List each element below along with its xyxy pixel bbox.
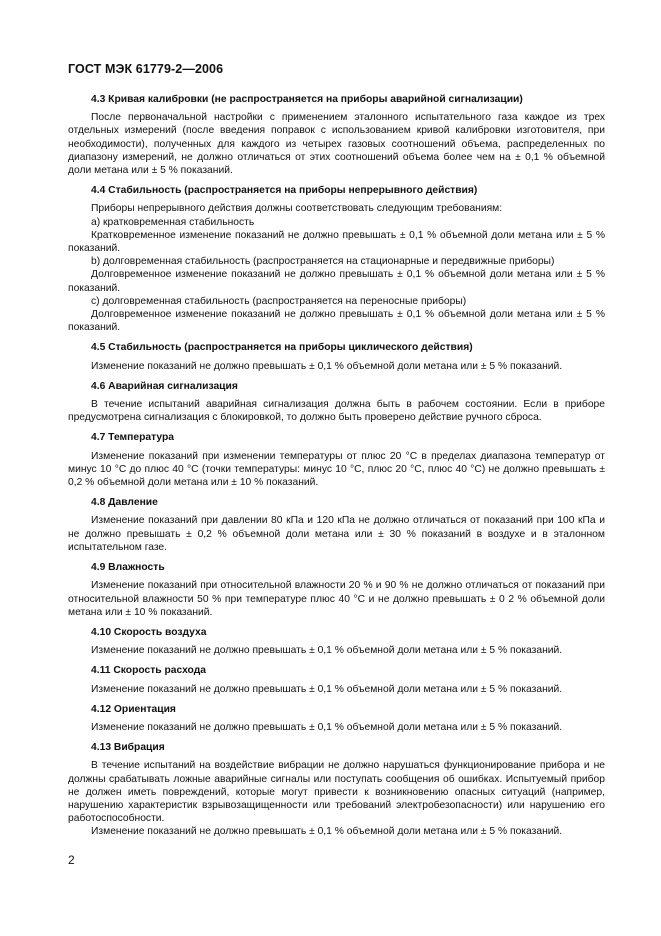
section-title: 4.5 Стабильность (распространяется на приборы циклического действия) — [91, 342, 473, 354]
paragraph: После первоначальной настройки с применением эталонного испытательного газа каждое из трех отдельных измерений (после введения поправок с использованием кривой калибровки изготовителя, при необходимости), полученных для каждого из четырех газовых соотношений объема, распределенных по диапазону измерений, не должно отличаться от этих соотношений объема более чем на ± 0,1 % объемной доли метана или ± 5 % показаний. — [68, 112, 605, 177]
section-title: 4.4 Стабильность (распространяется на приборы непрерывного действия) — [91, 185, 478, 197]
section — [68, 93, 605, 177]
page-number: 2 — [68, 853, 75, 867]
section-title: 4.9 Влажность — [91, 562, 165, 574]
section — [68, 380, 605, 425]
paragraph: Изменение показаний не должно превышать ± 0,1 % объемной доли метана или ± 5 % показаний. — [91, 826, 563, 838]
section-title: 4.13 Вибрация — [91, 742, 165, 754]
section — [68, 496, 605, 554]
section — [68, 664, 605, 695]
section-title: 4.11 Скорость расхода — [91, 665, 206, 677]
paragraph: Изменение показаний не должно превышать ± 0,1 % объемной доли метана или ± 5 % показаний. — [91, 360, 563, 372]
document-header: ГОСТ МЭК 61779-2—2006 — [68, 62, 224, 76]
section-title: 4.12 Ориентация — [91, 703, 176, 715]
section-title: 4.3 Кривая калибровки (не распространяется на приборы аварийной сигнализации) — [91, 94, 523, 105]
section — [68, 703, 605, 734]
paragraph: Изменение показаний при относительной влажности 20 % и 90 % не должно отличаться от показаний при относительной влажности 50 % при температуре плюс 40 °С и не должно превышать ± 0 2 % объемной доли метана или ± 10 % показаний. — [68, 580, 605, 618]
paragraph: Долговременное изменение показаний не должно превышать ± 0,1 % объемной доли метана или ± 5 % показаний. — [68, 269, 605, 294]
section-title: 4.7 Температура — [91, 432, 175, 444]
section-title: 4.8 Давление — [91, 497, 158, 509]
document-body — [68, 93, 605, 846]
section — [68, 184, 605, 334]
paragraph: c) долговременная стабильность (распространяется на переносные приборы) — [91, 295, 467, 307]
paragraph: В течение испытаний на воздействие вибрации не должно нарушаться функционирование прибора и не должны срабатывать ложные аварийные сигналы или поступать сообщения об ошибках. Испытуемый прибор не должен иметь повреждений, которые могут привести к возникновению опасных ситуаций (например, нарушению характеристик взрывозащищенности или требований электробезопасности) или нарушению его работоспособности. — [68, 760, 605, 825]
paragraph: Изменение показаний при изменении температуры от плюс 20 °С в пределах диапазона температур от минус 10 °С до плюс 40 °С (точки температуры: минус 10 °С, плюс 20 °С, плюс 40 °С) не должно превышать ± 0,2 % объемной доли метана или ± 10 % показаний. — [68, 450, 605, 489]
paragraph: Изменение показаний при давлении 80 кПа и 120 кПа не должно отличаться от показаний при 100 кПа и не должно превышать ± 0,2 % объемной доли метана или ± 30 % показаний в воздухе и в эталонном испытательном газе. — [68, 515, 605, 553]
paragraph: а) кратковременная стабильность — [91, 216, 255, 228]
paragraph: Долговременное изменение показаний не должно превышать ± 0,1 % объемной доли метана или ± 5 % показаний. — [68, 309, 605, 334]
section-title: 4.6 Аварийная сигнализация — [91, 380, 238, 392]
section — [68, 626, 605, 657]
section — [68, 341, 605, 372]
section-title: 4.10 Скорость воздуха — [91, 626, 207, 638]
paragraph: b) долговременная стабильность (распространяется на стационарные и передвижные приборы) — [91, 256, 555, 268]
paragraph: Изменение показаний не должно превышать ± 0,1 % объемной доли метана или ± 5 % показаний. — [91, 645, 563, 657]
paragraph: В течение испытаний аварийная сигнализация должна быть в рабочем состоянии. Если в приборе предусмотрена сигнализация с блокировкой, то должно быть проверено действие ручного сброса. — [68, 399, 605, 424]
paragraph: Изменение показаний не должно превышать ± 0,1 % объемной доли метана или ± 5 % показаний. — [91, 721, 563, 733]
paragraph: Кратковременное изменение показаний не должно превышать ± 0,1 % объемной доли метана или ± 5 % показаний. — [68, 229, 605, 255]
paragraph: Изменение показаний не должно превышать ± 0,1 % объемной доли метана или ± 5 % показаний. — [91, 683, 563, 695]
paragraph: Приборы непрерывного действия должны соответствовать следующим требованиям: — [91, 203, 503, 215]
section — [68, 741, 605, 838]
section — [68, 431, 605, 489]
section — [68, 561, 605, 619]
